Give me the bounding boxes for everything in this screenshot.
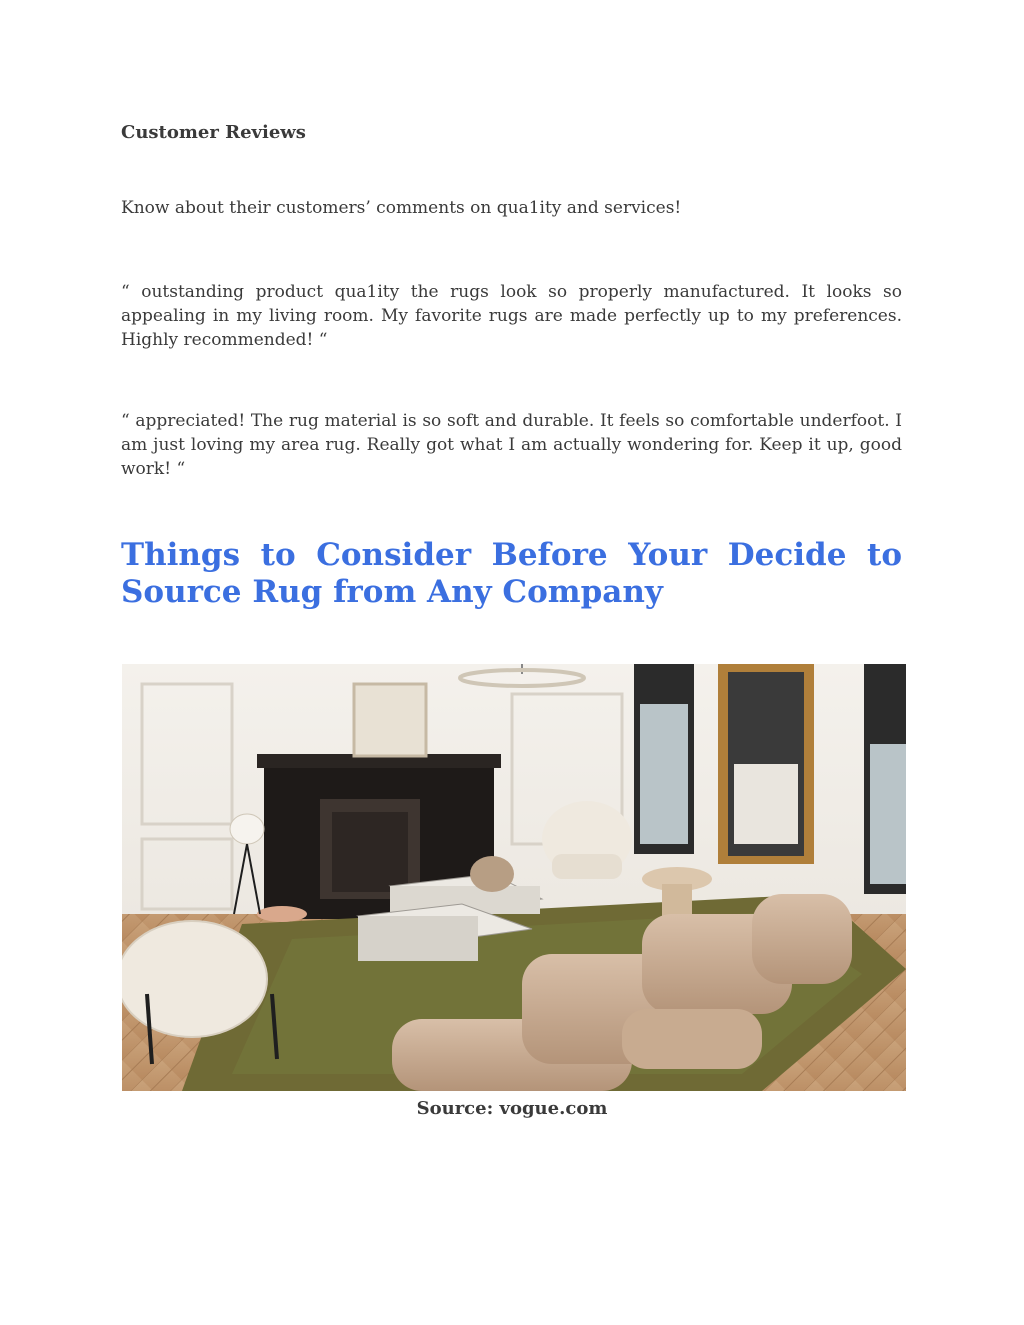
section-title: Things to Consider Before Your Decide to Source Rug from Any Company	[121, 537, 902, 610]
review-quote: “ outstanding product qua1ity the rugs look so properly manufactured. It looks so appealing in my living room. My favorite rugs are made perfectly up to my preferences. Highly recommended! “	[121, 282, 902, 350]
image-caption: Source: vogue.com	[416, 1098, 608, 1119]
living-room-illustration	[122, 664, 906, 1091]
customer-reviews-heading: Customer Reviews	[121, 122, 306, 143]
living-room-photo	[122, 664, 906, 1091]
reviews-intro-text: Know about their customers’ comments on qua1ity and services!	[121, 198, 682, 218]
review-quote: “ appreciated! The rug material is so soft and durable. It feels so comfortable underfoot. I am just loving my area rug. Really got what I am actually wondering for. Keep it up, good work! “	[121, 411, 902, 479]
